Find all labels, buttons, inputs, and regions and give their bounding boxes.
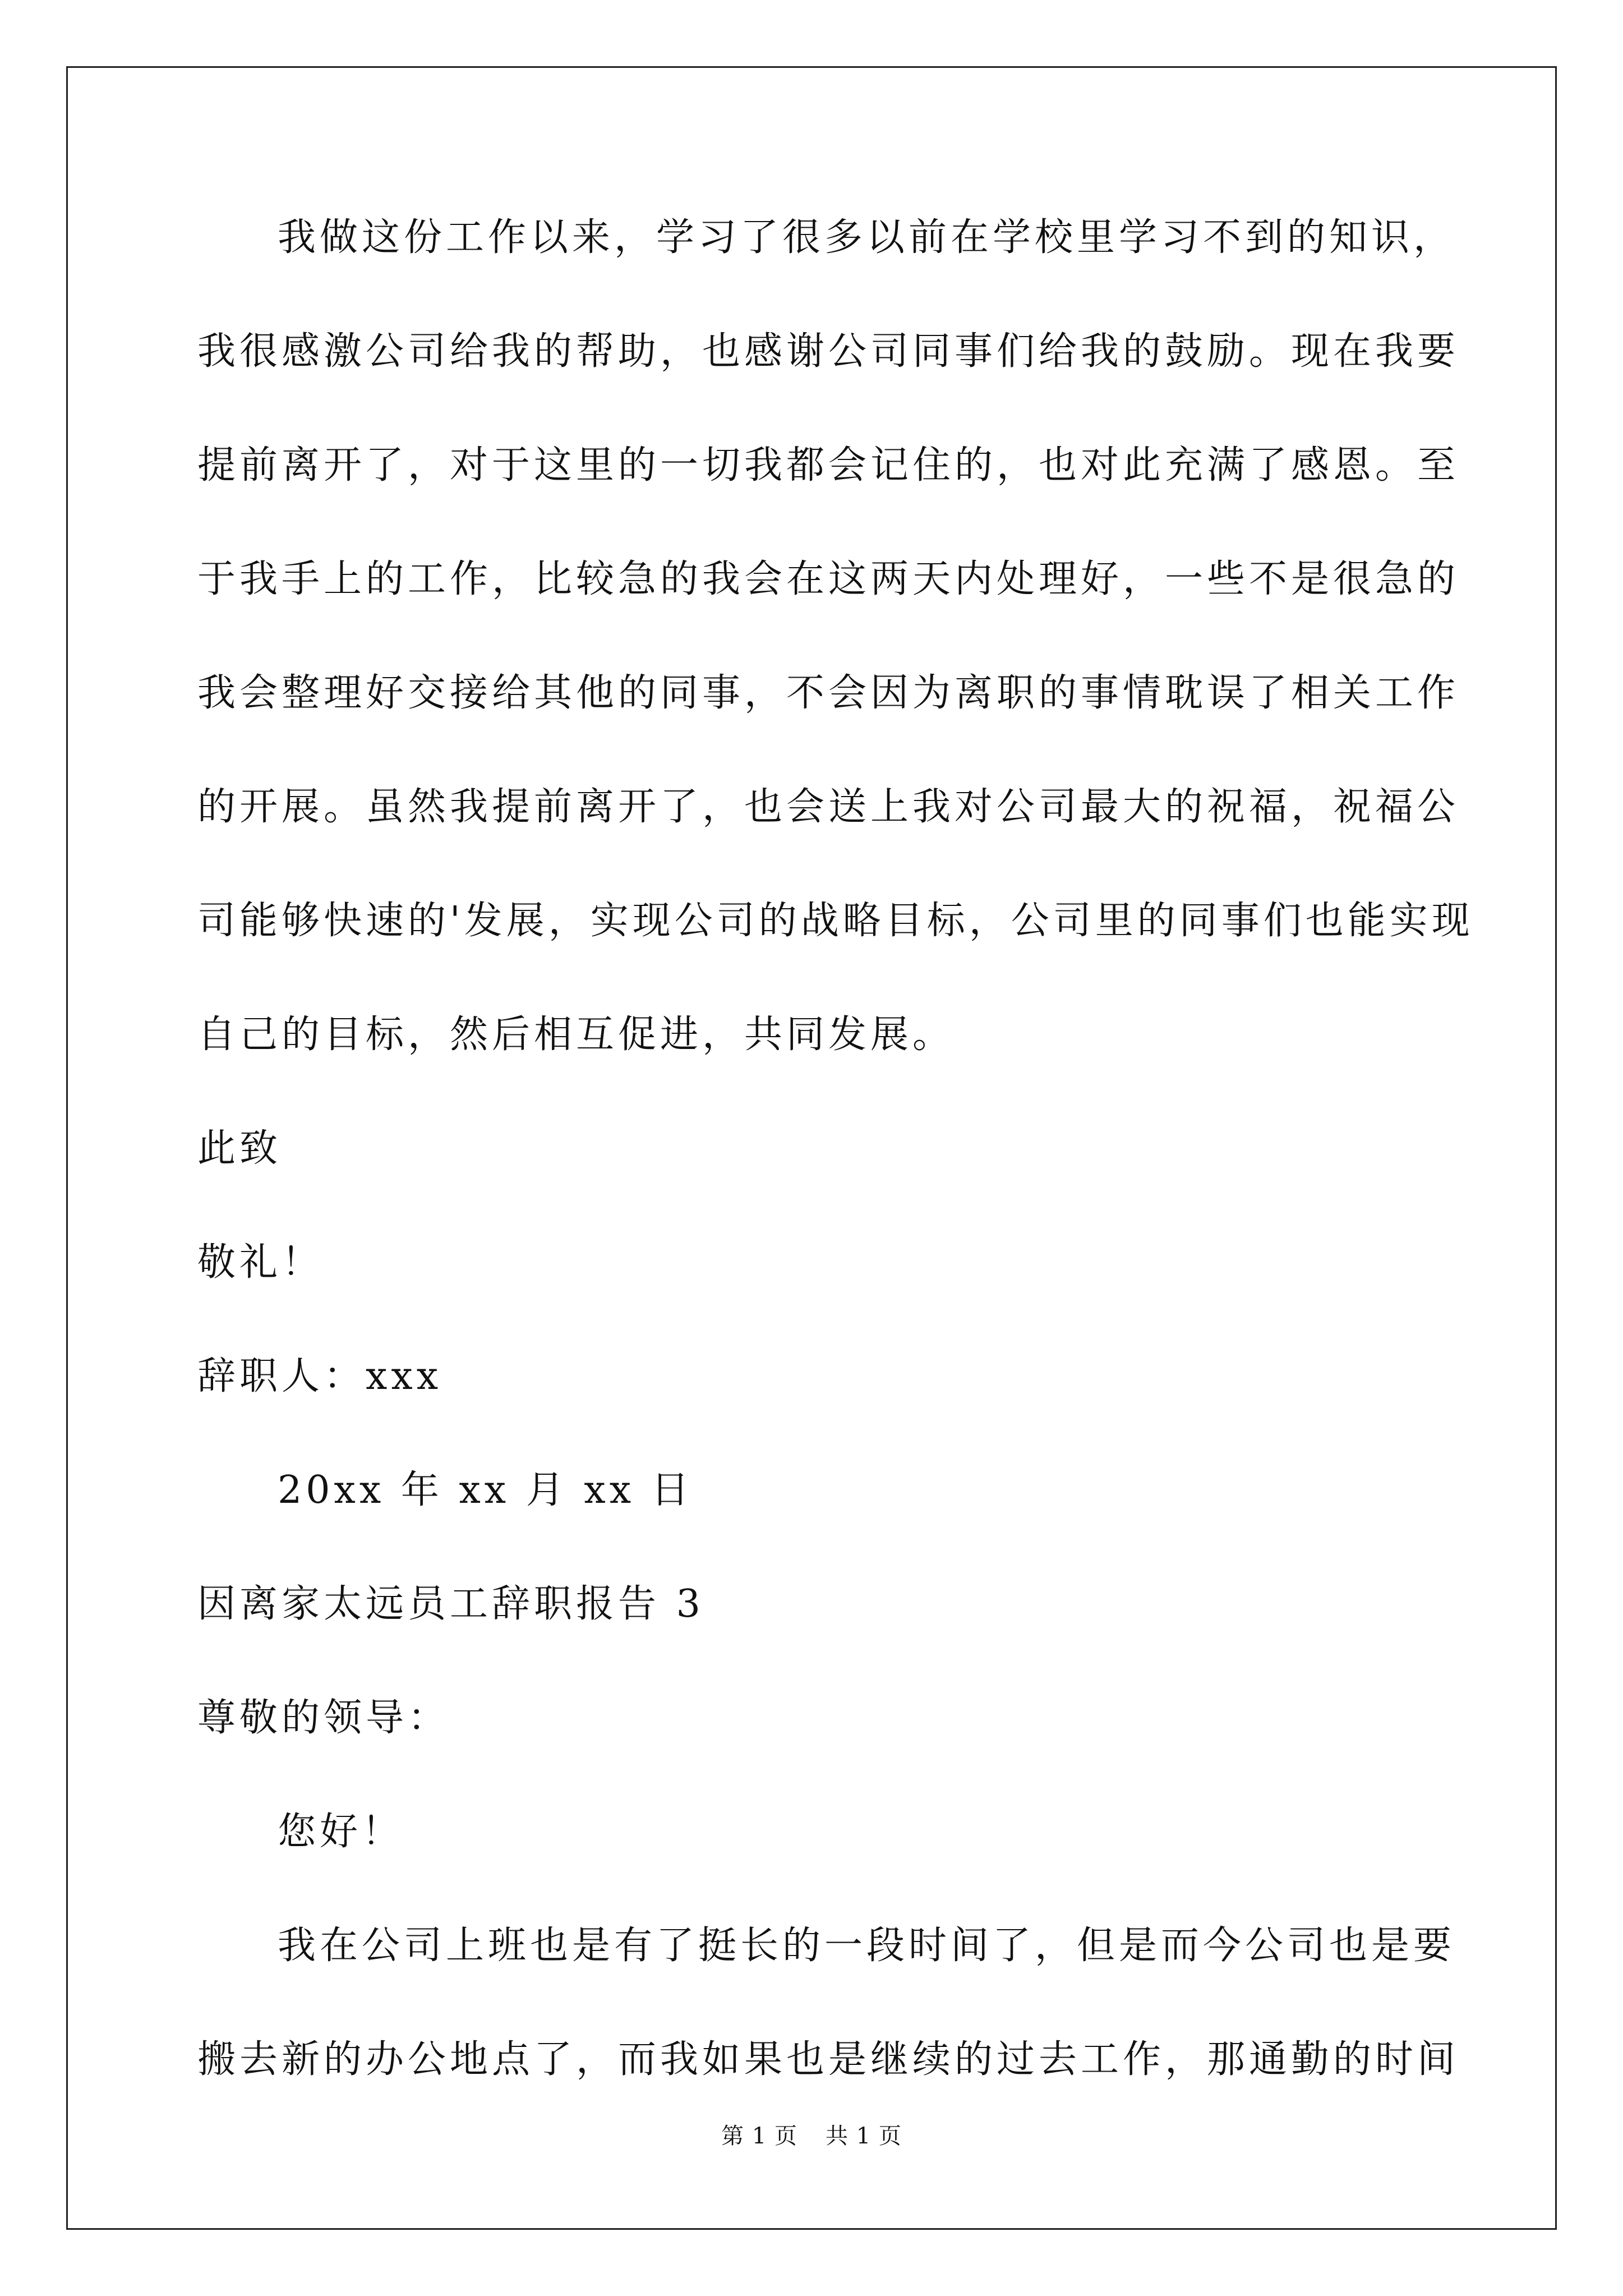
document-body — [197, 215, 1474, 2155]
paragraph-line: 于我手上的工作，比较急的我会在这两天内处理好，一些不是很急的 — [197, 557, 1460, 601]
closing-jing-li: 敬礼！ — [197, 1240, 324, 1285]
closing-ci-zhi: 此致 — [197, 1126, 282, 1171]
date-line: 20xx 年 xx 月 xx 日 — [278, 1468, 693, 1512]
paragraph-line: 提前离开了，对于这里的一切我都会记住的，也对此充满了感恩。至 — [197, 443, 1460, 487]
paragraph-line: 我很感激公司给我的帮助，也感谢公司同事们给我的鼓励。现在我要 — [197, 329, 1460, 374]
paragraph-line: 司能够快速的'发展，实现公司的战略目标，公司里的同事们也能实现 — [197, 899, 1474, 943]
signer-line: 辞职人：xxx — [197, 1354, 442, 1398]
paragraph-line: 我做这份工作以来，学习了很多以前在学校里学习不到的知识， — [278, 215, 1456, 260]
paragraph-line: 的开展。虽然我提前离开了，也会送上我对公司最大的祝福，祝福公 — [197, 785, 1460, 829]
section-title: 因离家太远员工辞职报告 3 — [197, 1582, 704, 1626]
page-total: 共 1 页 — [826, 2123, 902, 2149]
paragraph-line: 我会整理好交接给其他的同事，不会因为离职的事情耽误了相关工作 — [197, 671, 1460, 715]
page-footer — [0, 2125, 1623, 2147]
paragraph-line: 搬去新的办公地点了，而我如果也是继续的过去工作，那通勤的时间 — [197, 2037, 1460, 2082]
salutation: 尊敬的领导： — [197, 1696, 450, 1740]
paragraph-line: 我在公司上班也是有了挺长的一段时间了，但是而今公司也是要 — [278, 1924, 1456, 1968]
greeting: 您好！ — [278, 1810, 404, 1854]
page-number: 第 1 页 — [721, 2123, 797, 2149]
paragraph-line: 自己的目标，然后相互促进，共同发展。 — [197, 1013, 955, 1057]
